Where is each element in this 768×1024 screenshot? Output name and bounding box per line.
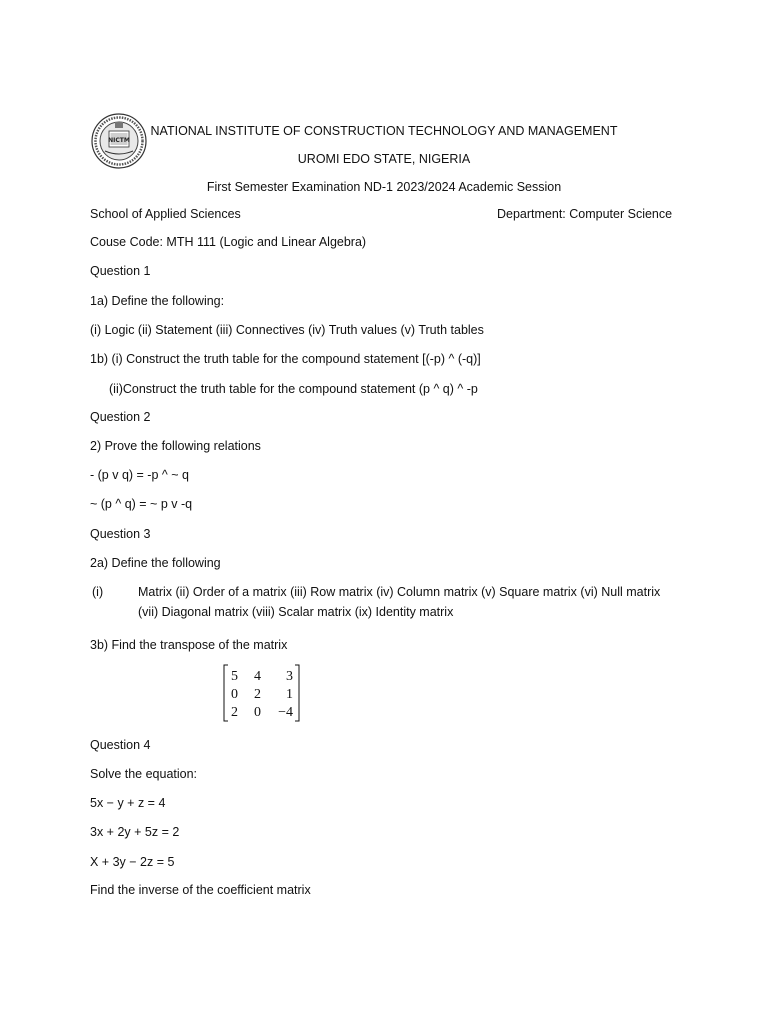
question-2-prompt: 2) Prove the following relations [90,439,261,453]
question-2-relation-2: ~ (p ^ q) = ~ p v -q [90,497,193,511]
question-1b-ii: (ii)Construct the truth table for the compound statement (p ^ q) ^ -p [109,382,478,396]
question-3a-items-line-1: Matrix (ii) Order of a matrix (iii) Row matrix (iv) Column matrix (v) Square matrix (vi) Null matrix [138,585,661,599]
department-name: Department: Computer Science [497,207,673,221]
matrix-cell: 4 [254,669,261,684]
matrix-left-bracket [224,665,228,721]
matrix-right-bracket [295,665,299,721]
school-name: School of Applied Sciences [90,207,241,221]
question-4-prompt: Solve the equation: [90,767,198,781]
institution-location: UROMI EDO STATE, NIGERIA [297,152,471,166]
equation-2: 3x + 2y + 5z = 2 [90,825,180,839]
equation-3: X + 3y − 2z = 5 [90,855,175,869]
question-1a-items: (i) Logic (ii) Statement (iii) Connectives (iv) Truth values (v) Truth tables [90,323,484,337]
question-3b: 3b) Find the transpose of the matrix [90,638,288,652]
matrix-cell: 5 [231,669,238,684]
matrix-cell: 1 [286,687,293,702]
question-2-relation-1: - (p v q) = -p ^ ~ q [90,468,189,482]
matrix-cell: 0 [231,687,238,702]
course-code: Couse Code: MTH 111 (Logic and Linear Algebra) [90,235,367,249]
institution-title: NATIONAL INSTITUTE OF CONSTRUCTION TECHNOLOGY AND MANAGEMENT [150,124,618,138]
question-3a-items-line-2: (vii) Diagonal matrix (viii) Scalar matrix (ix) Identity matrix [138,605,454,619]
matrix-cell: 2 [231,705,238,720]
exam-title: First Semester Examination ND-1 2023/2024 Academic Session [206,180,562,194]
matrix-cell: 2 [254,687,261,702]
equation-1: 5x − y + z = 4 [90,796,166,810]
question-4-final: Find the inverse of the coefficient matrix [90,883,311,897]
matrix-cell: 3 [286,669,293,684]
question-1a: 1a) Define the following: [90,294,225,308]
matrix [223,664,303,722]
logo-lettering: NICTM [108,137,130,144]
question-1-heading: Question 1 [90,264,151,278]
question-3a: 2a) Define the following [90,556,221,570]
matrix-cell: 0 [254,705,261,720]
question-1b-i: 1b) (i) Construct the truth table for the compound statement [(-p) ^ (-q)] [90,352,481,366]
question-2-heading: Question 2 [90,410,151,424]
question-3a-item-marker: (i) [92,585,104,599]
matrix-cell: −4 [278,705,293,720]
question-3-heading: Question 3 [90,527,151,541]
question-4-heading: Question 4 [90,738,151,752]
